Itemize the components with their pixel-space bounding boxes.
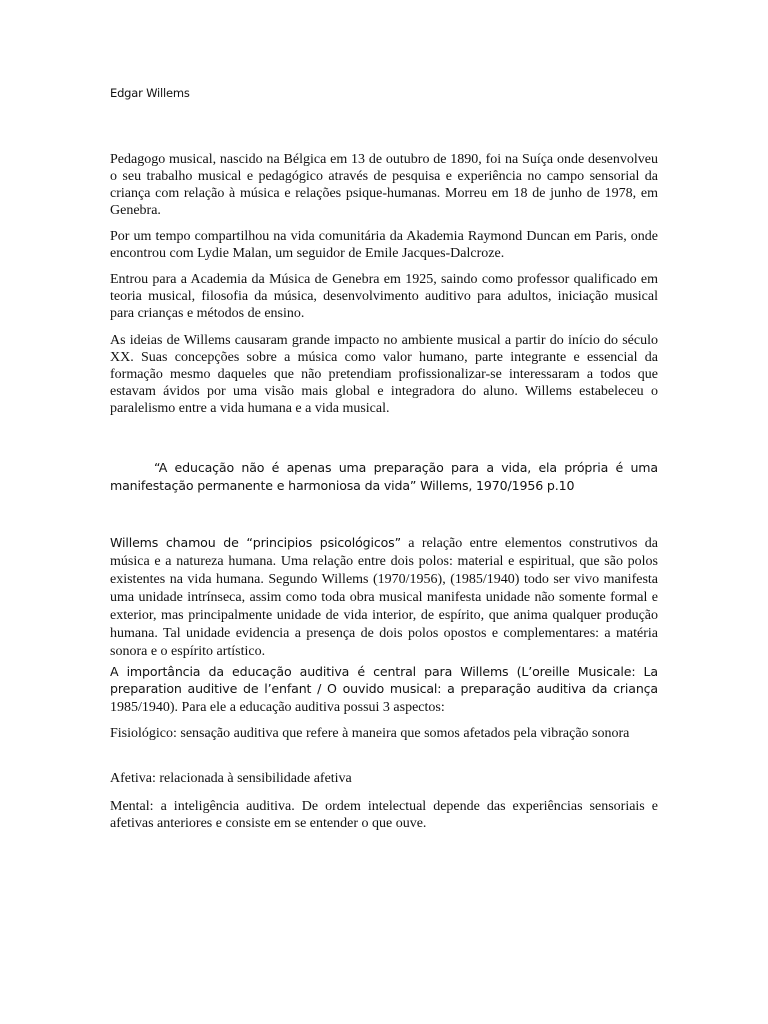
paragraph-fisiologico: Fisiológico: sensação auditiva que refere à maneira que somos afetados pela vibração sonora xyxy=(110,726,630,741)
paragraph-ideias: As ideias de Willems causaram grande impacto no ambiente musical a partir do início do século XX. Suas concepções sobre a música como valor humano, parte integrante e essencial da formação mesmo daqueles que não pretendiam profissionalizar-se interessaram a todos que estavam ávidos por uma visão mais global e integradora do aluno. Willems estabeleceu o paralelismo entre a vida humana e a vida musical. xyxy=(110,333,658,416)
paragraph-principios-lead: Willems chamou de “principios psicológicos” xyxy=(110,535,401,550)
paragraph-akademia: Por um tempo compartilhou na vida comunitária da Akademia Raymond Duncan em Paris, onde encontrou com Lydie Malan, um seguidor de Emile Jacques-Dalcroze. xyxy=(110,229,658,261)
paragraph-educacao-auditiva-lead: A importância da educação auditiva é central para Willems (L’oreille Musicale: La preparation auditive de l’enfant / O ouvido musical: a preparação auditiva da criança xyxy=(110,664,658,696)
block-quote: “A educação não é apenas uma preparação para a vida, ela própria é uma manifestação permanente e harmoniosa da vida” Willems, 1970/1956 p.10 xyxy=(110,460,658,493)
paragraph-principios xyxy=(110,534,658,660)
paragraph-afetiva: Afetiva: relacionada à sensibilidade afetiva xyxy=(110,771,352,786)
document-page xyxy=(110,0,658,1024)
paragraph-educacao-auditiva-body: 1985/1940). Para ele a educação auditiva possui 3 aspectos: xyxy=(110,700,445,715)
document-title: Edgar Willems xyxy=(110,86,190,100)
paragraph-mental: Mental: a inteligência auditiva. De ordem intelectual depende das experiências sensoriais e afetivas anteriores e consiste em se entender o que ouve. xyxy=(110,799,658,831)
paragraph-principios-body: a relação entre elementos construtivos da música e a natureza humana. Uma relação entre dois polos: material e espiritual, que são polos existentes na vida humana. Segundo Willems (1970/1956), (1985/1940) todo ser vivo manifesta uma unidade intrínseca, assim como toda obra musical manifesta unidade não somente formal e exterior, mas principalmente unidade de vida interior, de espírito, que anima qualquer produção humana. Tal unidade evidencia a presença de dois polos opostos e complementares: a matéria sonora e o espírito artístico. xyxy=(110,536,659,659)
paragraph-academia-genebra: Entrou para a Academia da Música de Genebra em 1925, saindo como professor qualificado em teoria musical, filosofia da música, desenvolvimento auditivo para adultos, iniciação musical para crianças e métodos de ensino. xyxy=(110,272,658,321)
paragraph-biography: Pedagogo musical, nascido na Bélgica em 13 de outubro de 1890, foi na Suíça onde desenvolveu o seu trabalho musical e pedagógico através de pesquisa e experiência no campo sensorial da criança com relação à música e relações psique-humanas. Morreu em 18 de junho de 1978, em Genebra. xyxy=(110,152,658,218)
paragraph-educacao-auditiva xyxy=(110,663,658,716)
